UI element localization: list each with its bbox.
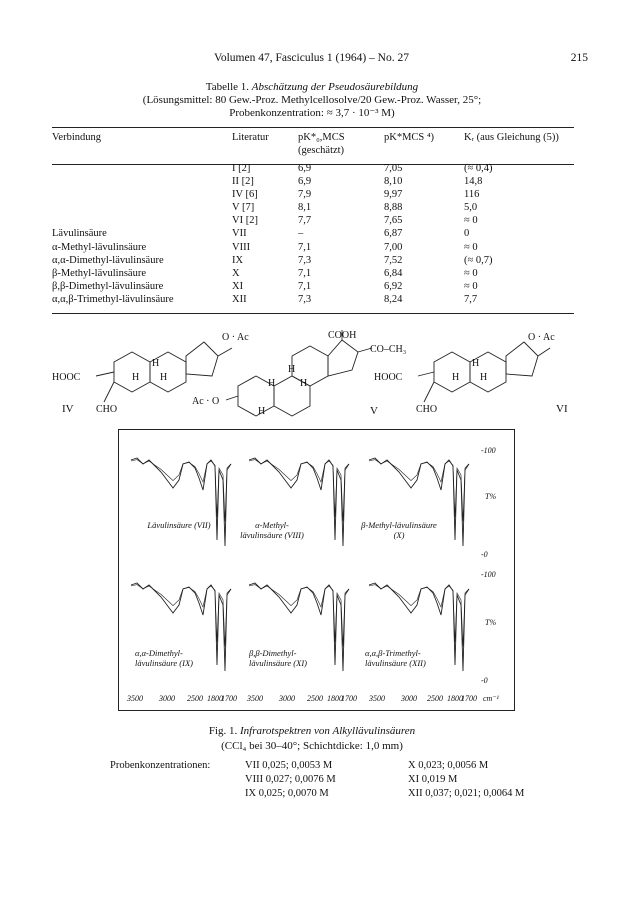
table-caption-solvent: (Lösungsmittel: 80 Gew.-Proz. Methylcellosolve/20 Gew.-Proz. Wasser, 25°; — [142, 94, 482, 106]
vi-hooc: HOOC — [374, 372, 403, 383]
figure-caption-conditions: (CCl₄ bei 30–40°; Schichtdicke: 1,0 mm) — [221, 740, 403, 752]
cell-literature: XI — [232, 280, 244, 292]
table-bottom-rule — [52, 313, 574, 314]
cell-compound — [52, 162, 212, 175]
x-tick-label: 1700 — [341, 694, 357, 703]
cell-compound — [52, 188, 212, 201]
x-tick-label: 1800 — [447, 694, 463, 703]
axis-bot-1: -0 — [481, 550, 488, 559]
figure-caption-italic: Infrarotspektren von Alkyllävulinsäuren — [240, 725, 416, 737]
cell-literature: IV [6] — [232, 189, 258, 201]
x-tick-label: 3500 — [127, 694, 143, 703]
axis-bot-2: -0 — [481, 676, 488, 685]
axis-top-2: -100 — [481, 570, 496, 579]
vi-h3: H — [480, 372, 488, 383]
cell-k: ≈ 0 — [464, 280, 478, 292]
spectrum-trace — [131, 458, 231, 546]
cell-pk-estimated: 7,1 — [298, 280, 312, 292]
cell-k: ≈ 0 — [464, 267, 478, 279]
cell-pk: 7,52 — [384, 254, 403, 266]
cell-compound — [52, 214, 212, 227]
x-tick-label: 3000 — [159, 694, 175, 703]
figure-caption-title — [0, 725, 624, 737]
table-row — [52, 214, 574, 227]
cell-k: 0 — [464, 228, 470, 240]
table-row — [52, 175, 574, 188]
cell-k: (≈ 0,7) — [464, 254, 493, 266]
v-h2: H — [268, 378, 276, 389]
v-label: V — [370, 405, 378, 417]
spectrum-label-xii: α,α,β-Trimethyl-lävulinsäure (XII) — [365, 648, 426, 668]
x-tick-label: 1800 — [327, 694, 343, 703]
x-tick-label: 2500 — [427, 694, 443, 703]
cell-pk-estimated: 6,9 — [298, 163, 312, 174]
cell-compound: α,α-Dimethyl-lävulinsäure — [52, 254, 164, 266]
cell-compound: α-Methyl-lävulinsäure — [52, 241, 147, 253]
cell-pk: 7,00 — [384, 241, 403, 253]
col-header-pk: pK*MCS ⁴) — [384, 132, 435, 143]
v-h1: H — [288, 364, 296, 375]
v-cooh: COOH — [328, 330, 357, 341]
table-row — [52, 267, 574, 280]
x-tick-label: 1800 — [207, 694, 223, 703]
cell-pk: 6,84 — [384, 267, 403, 279]
cell-pk-estimated: 7,3 — [298, 293, 312, 305]
vi-cho: CHO — [416, 404, 438, 415]
iv-h3: H — [160, 372, 168, 383]
ir-spectra-plot — [119, 430, 514, 710]
cell-pk: 6,92 — [384, 280, 403, 292]
iv-oac: O · Ac — [222, 332, 249, 343]
x-tick-label: 1700 — [461, 694, 477, 703]
x-tick-label: 2500 — [187, 694, 203, 703]
cell-pk-estimated: 7,1 — [298, 241, 312, 253]
cell-pk: 8,88 — [384, 202, 403, 214]
cell-literature: VII — [232, 228, 247, 240]
cell-k: 14,8 — [464, 176, 483, 188]
table-caption-italic: Abschätzung der Pseudosäurebildung — [251, 81, 419, 93]
iv-cho: CHO — [96, 404, 118, 415]
table-row — [52, 241, 574, 254]
vi-label: VI — [556, 403, 568, 415]
table-row — [52, 188, 574, 201]
col-header-k: Kᵣ (aus Gleichung (5)) — [464, 132, 559, 143]
v-h3: H — [300, 378, 308, 389]
table-header-row — [52, 128, 574, 162]
conc-x: X 0,023; 0,0056 M — [408, 760, 489, 771]
conc-xii: XII 0,037; 0,021; 0,0064 M — [408, 788, 525, 799]
v-coch3: CO–CH₃ — [370, 344, 407, 355]
cell-pk: 8,10 — [384, 176, 403, 188]
col-header-pk-estimated: pK*₀,MCS (geschätzt) — [298, 132, 345, 156]
cell-literature: II [2] — [232, 176, 254, 188]
iv-h1: H — [152, 358, 160, 369]
table-caption-prefix: Tabelle 1. — [205, 81, 250, 93]
axis-mid-1: T% — [485, 492, 497, 501]
cell-k: 5,0 — [464, 202, 478, 214]
cell-k: 7,7 — [464, 293, 478, 305]
axis-top-1: -100 — [481, 446, 496, 455]
cell-literature: X — [232, 267, 240, 279]
conc-xi: XI 0,019 M — [408, 774, 458, 785]
x-tick-label: 3000 — [279, 694, 295, 703]
cell-pk-estimated: – — [298, 228, 304, 240]
running-header: Volumen 47, Fasciculus 1 (1964) – No. 27 — [214, 52, 409, 64]
vi-h2: H — [452, 372, 460, 383]
cell-pk-estimated: 7,7 — [298, 215, 312, 227]
cell-k: 116 — [464, 189, 480, 201]
cell-literature: VI [2] — [232, 215, 258, 227]
cell-pk-estimated: 8,1 — [298, 202, 312, 214]
table-row — [52, 280, 574, 293]
cell-literature: I [2] — [232, 163, 251, 174]
table-row — [52, 201, 574, 214]
axis-mid-2: T% — [485, 618, 497, 627]
iv-hooc: HOOC — [52, 372, 81, 383]
table-row — [52, 293, 574, 306]
conc-vii: VII 0,025; 0,0053 M — [245, 760, 333, 771]
cell-pk: 9,97 — [384, 189, 403, 201]
table-row — [52, 254, 574, 267]
x-tick-label: 3500 — [369, 694, 385, 703]
spectrum-label-vii: Lävulinsäure (VII) — [147, 520, 211, 530]
cell-k: ≈ 0 — [464, 215, 478, 227]
cell-literature: IX — [232, 254, 244, 266]
vi-oac: O · Ac — [528, 332, 555, 343]
iv-label: IV — [62, 403, 74, 415]
table-caption-title — [0, 80, 624, 94]
cell-pk-estimated: 6,9 — [298, 176, 312, 188]
ir-spectra-figure — [118, 429, 515, 711]
cell-compound: β,β-Dimethyl-lävulinsäure — [52, 280, 164, 292]
x-tick-label: 3500 — [247, 694, 263, 703]
data-table — [52, 128, 574, 306]
cell-compound: β-Methyl-lävulinsäure — [52, 267, 146, 279]
spectrum-label-xi: β,β-Dimethyl-lävulinsäure (XI) — [249, 648, 307, 668]
cell-pk-estimated: 7,3 — [298, 254, 312, 266]
cell-k: (≈ 0,4) — [464, 163, 493, 174]
table-caption-concentration: Probenkonzentration: ≈ 3,7 · 10⁻³ M) — [229, 107, 395, 119]
iv-h2: H — [132, 372, 140, 383]
cell-compound: Lävulinsäure — [52, 228, 107, 240]
cell-pk: 7,65 — [384, 215, 403, 227]
cell-pk: 7,05 — [384, 163, 403, 174]
table-row — [52, 227, 574, 240]
vi-h1: H — [472, 358, 480, 369]
conc-viii: VIII 0,027; 0,0076 M — [245, 774, 336, 785]
spectrum-label-viii: α-Methyl-lävulinsäure (VIII) — [240, 520, 304, 540]
table-row — [52, 162, 574, 175]
x-tick-label: 1700 — [221, 694, 237, 703]
v-aco: Ac · O — [192, 396, 220, 407]
structural-formulae — [52, 326, 574, 422]
cell-compound — [52, 175, 212, 188]
cell-pk: 6,87 — [384, 228, 403, 240]
x-unit-label: cm⁻¹ — [483, 694, 499, 703]
col-header-literature: Literatur — [232, 132, 269, 143]
page-number: 215 — [570, 52, 588, 64]
cell-literature: V [7] — [232, 202, 255, 214]
cell-compound: α,α,β-Trimethyl-lävulinsäure — [52, 293, 174, 305]
cell-k: ≈ 0 — [464, 241, 478, 253]
x-tick-label: 2500 — [307, 694, 323, 703]
spectrum-label-x: β-Methyl-lävulinsäure (X) — [361, 520, 437, 540]
cell-pk-estimated: 7,9 — [298, 189, 312, 201]
cell-compound — [52, 201, 212, 214]
cell-literature: VIII — [232, 241, 251, 253]
conc-ix: IX 0,025; 0,0070 M — [245, 788, 329, 799]
cell-literature: XII — [232, 293, 247, 305]
spectrum-label-ix: α,α-Dimethyl-lävulinsäure (IX) — [135, 648, 193, 668]
v-h4: H — [258, 406, 266, 417]
concentrations-label: Probenkonzentrationen: — [110, 760, 211, 771]
cell-pk: 8,24 — [384, 293, 403, 305]
col-header-compound: Verbindung — [52, 132, 101, 143]
figure-caption-prefix: Fig. 1. — [208, 725, 238, 737]
cell-pk-estimated: 7,1 — [298, 267, 312, 279]
x-tick-label: 3000 — [401, 694, 417, 703]
